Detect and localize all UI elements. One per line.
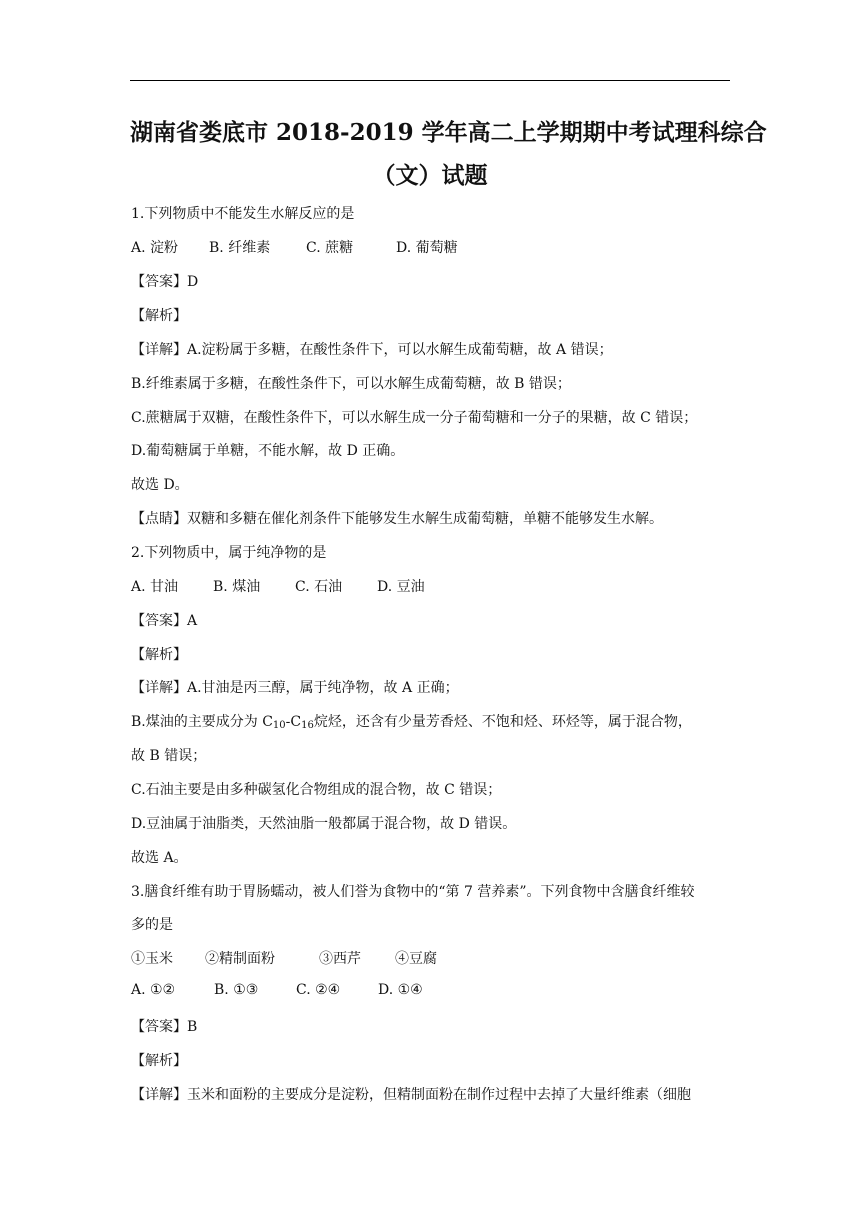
q2-option-c: C. 石油 [295,579,343,595]
q3-options [131,982,423,998]
q3-option-b: B. ①③ [214,982,259,998]
q2-option-b: B. 煤油 [213,579,261,595]
q2-detail-b-mid: -C [285,714,302,730]
q3-detail: 【详解】玉米和面粉的主要成分是淀粉，但精制面粉在制作过程中去掉了大量纤维素（细胞 [131,1087,691,1103]
q2-detail-d: D.豆油属于油脂类，天然油脂一般都属于混合物，故 D 错误。 [131,816,517,832]
q1-option-b: B. 纤维素 [209,240,271,256]
q2-options [131,576,425,596]
q3-answer: 【答案】B [131,1019,198,1035]
q2-answer: 【答案】A [131,613,198,629]
q2-detail-b-post: 烷烃，还含有少量芳香烃、不饱和烃、环烃等，属于混合物， [313,714,692,730]
q2-analysis-label: 【解析】 [131,647,187,663]
q3-option-c: C. ②④ [296,982,341,998]
header-rule [130,80,730,81]
q3-stem-line2: 多的是 [131,917,173,933]
q2-detail-b-pre: B.煤油的主要成分为 C [131,714,273,730]
q1-tip: 【点睛】双糖和多糖在催化剂条件下能够发生水解生成葡萄糖，单糖不能够发生水解。 [131,511,663,527]
q2-detail-a: 【详解】A.甘油是丙三醇，属于纯净物，故 A 正确； [131,680,459,696]
q2-option-d: D. 豆油 [377,579,425,595]
q3-item-4: ④豆腐 [395,951,437,967]
q1-detail-b: B.纤维素属于多糖，在酸性条件下，可以水解生成葡萄糖，故 B 错误； [131,376,571,392]
q1-analysis-label: 【解析】 [131,308,187,324]
q3-stem-line1: 3.膳食纤维有助于胃肠蠕动，被人们誉为食物中的“第 7 营养素”。下列食物中含膳食纤维较 [131,884,695,900]
q2-detail-c: C.石油主要是由多种碳氢化合物组成的混合物，故 C 错误； [131,782,502,798]
q1-detail-c: C.蔗糖属于双糖，在酸性条件下，可以水解生成一分子葡萄糖和一分子的果糖，故 C 错误； [131,410,698,426]
doc-title-line2: （文）试题 [372,162,488,189]
q1-detail-d: D.葡萄糖属于单糖，不能水解，故 D 正确。 [131,443,405,459]
q2-detail-b-sub2: 16 [301,720,314,731]
q2-detail-b-cont: 故 B 错误； [131,748,207,764]
q3-analysis-label: 【解析】 [131,1053,187,1069]
q1-option-c: C. 蔗糖 [306,240,354,256]
q2-option-a: A. 甘油 [131,579,179,595]
q1-option-a: A. 淀粉 [131,240,179,256]
q3-item-2: ②精制面粉 [205,951,275,967]
q2-detail-b-sub1: 10 [272,720,286,731]
q3-item-1: ①玉米 [131,951,173,967]
q1-stem: 1.下列物质中不能发生水解反应的是 [131,206,355,222]
q1-detail-a: 【详解】A.淀粉属于多糖，在酸性条件下，可以水解生成葡萄糖，故 A 错误； [131,342,613,358]
q3-option-d: D. ①④ [378,982,423,998]
doc-title-line1: 湖南省娄底市 2018-2019 学年高二上学期期中考试理科综合 [130,119,767,146]
q3-item-3: ③西芹 [319,951,361,967]
q1-answer: 【答案】D [131,274,199,290]
q2-detail-b [131,711,692,731]
q1-option-d: D. 葡萄糖 [396,240,458,256]
q1-choose: 故选 D。 [131,477,189,493]
q3-option-a: A. ①② [131,982,176,998]
q2-choose: 故选 A。 [131,850,188,866]
q3-items [131,948,437,968]
q2-stem: 2.下列物质中，属于纯净物的是 [131,545,327,561]
q1-options [131,237,458,257]
